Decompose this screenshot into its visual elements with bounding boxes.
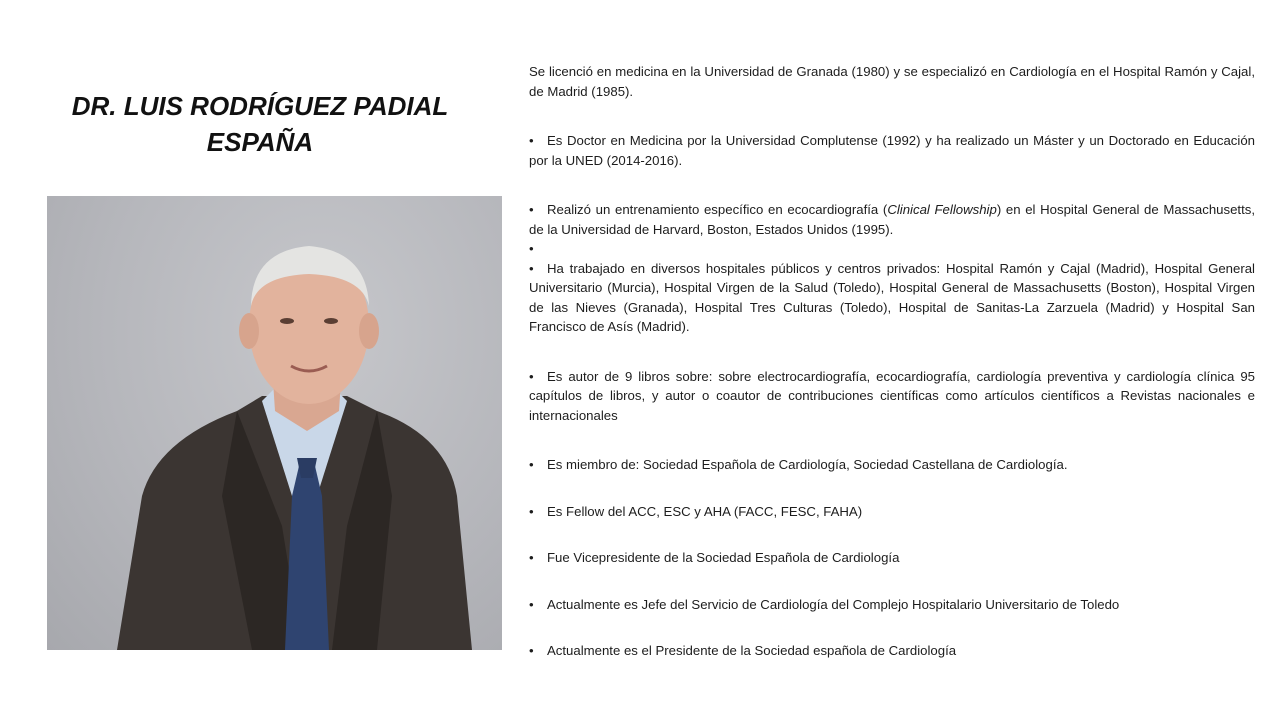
bio-hospitals-text: Ha trabajado en diversos hospitales públicos y centros privados: Hospital Ramón y Cajal (Madrid), Hospital General Universitario (Murcia), Hospital Virgen de la Salud (Toledo), Hospital General de Massachusetts (Boston), Hospital Virgen de las Nieves (Granada), Hospital Tres Culturas (Toledo), Hospital de Sanitas-La Zarzuela (Madrid) y Hospital San Francisco de Asís (Madrid). <box>529 260 1255 334</box>
bio-empty-bullet <box>529 239 1255 259</box>
bio-hospitals <box>529 259 1255 337</box>
page-title <box>40 88 480 160</box>
bio-president <box>529 641 1255 661</box>
doctor-name: DR. LUIS RODRÍGUEZ PADIAL <box>71 91 449 121</box>
bio-chief <box>529 595 1255 615</box>
bio-training <box>529 200 1255 239</box>
doctor-country: ESPAÑA <box>206 127 314 157</box>
bio-doctor-text: Es Doctor en Medicina por la Universidad Complutense (1992) y ha realizado un Máster y un Doctorado en Educación por la UNED (2014-2016). <box>529 133 1255 168</box>
bio-intro: Se licenció en medicina en la Universidad de Granada (1980) y se especializó en Cardiología en el Hospital Ramón y Cajal, de Madrid (1985). <box>529 64 1255 99</box>
biography <box>529 62 1255 661</box>
bio-member <box>529 455 1255 475</box>
bio-training-em: Clinical Fellowship <box>887 202 997 217</box>
bio-member-text: Es miembro de: Sociedad Española de Cardiología, Sociedad Castellana de Cardiología. <box>547 457 1068 472</box>
bio-vicepresident-text: Fue Vicepresidente de la Sociedad Española de Cardiología <box>547 550 900 565</box>
bio-training-post: ) en el Hospital General de Massachusetts, de la Universidad de Harvard, Boston, Estados Unidos (1995). <box>529 202 1256 237</box>
bio-author <box>529 367 1255 426</box>
bio-training-pre: Realizó un entrenamiento específico en ecocardiografía ( <box>547 202 888 217</box>
bio-vicepresident <box>529 548 1255 568</box>
bio-fellow <box>529 502 1255 522</box>
bio-fellow-text: Es Fellow del ACC, ESC y AHA (FACC, FESC, FAHA) <box>547 503 863 519</box>
bio-author-text: Es autor de 9 libros sobre: sobre electrocardiografía, ecocardiografía, cardiología preventiva y cardiología clínica 95 capítulos de libros, y autor o coautor de contribuciones científicas como artículos científicos a Revistas nacionales e internacionales <box>529 368 1255 423</box>
bio-president-text: Actualmente es el Presidente de la Sociedad española de Cardiología <box>547 643 957 658</box>
bio-doctor <box>529 131 1255 170</box>
portrait-photo <box>47 196 502 650</box>
bio-chief-text: Actualmente es Jefe del Servicio de Cardiología del Complejo Hospitalario Universitario de Toledo <box>547 596 1120 612</box>
